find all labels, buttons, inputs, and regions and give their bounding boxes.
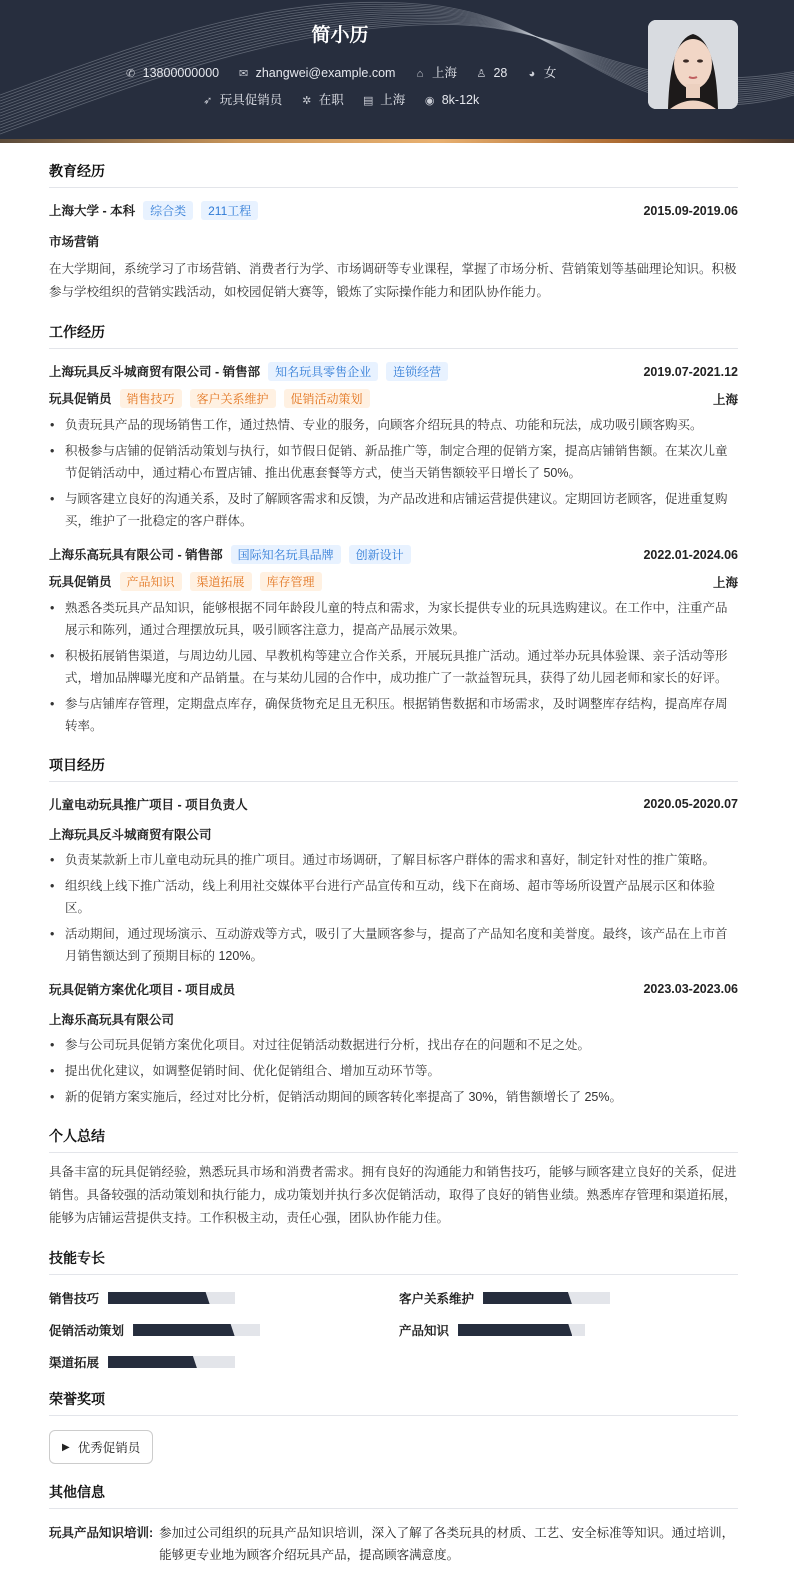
phone: 13800000000 [142, 66, 220, 80]
education-description: 在大学期间，系统学习了市场营销、消费者行为学、市场调研等专业课程，掌握了市场分析、营销策划等基础理论知识。积极参与学校组织的营销实践活动，如校园促销大赛等，锻炼了实际操作能力和团队协作能力。 [49, 262, 737, 299]
skill-item [399, 1321, 699, 1339]
bullet-list [49, 1034, 738, 1108]
gender-icon: ◕ [528, 68, 536, 80]
work-date: 2019.07-2021.12 [643, 364, 738, 379]
skill-name: 渠道拓展 [49, 1356, 100, 1370]
home-icon: ⌂ [416, 68, 424, 80]
project-entry-header [49, 795, 738, 813]
phone-icon: ✆ [126, 68, 136, 80]
skill-name: 销售技巧 [49, 1292, 100, 1306]
major: 市场营销 [49, 235, 100, 249]
other-section-title: 其他信息 [49, 1482, 738, 1509]
company-name: 上海乐高玩具有限公司 - 销售部 [49, 548, 223, 562]
skill-bar [133, 1324, 260, 1336]
skill-bar-fill [108, 1356, 197, 1368]
skill-item [49, 1289, 399, 1307]
header-stripe [0, 139, 794, 143]
bullet-item: • 积极参与店铺的促销活动策划与执行，如节假日促销、新品推广等，制定合理的促销方案，提高店铺销售额。在某次儿童节促销活动中，通过精心布置店铺、推出优惠套餐等方式，使当天销售额较平日增长了 50%。 [49, 440, 738, 484]
company-tag: 连锁经营 [386, 362, 448, 381]
resume-header [0, 0, 794, 139]
work-city: 上海 [712, 392, 738, 407]
project-name: 玩具促销方案优化项目 - 项目成员 [49, 983, 236, 997]
skill-name: 客户关系维护 [399, 1292, 475, 1306]
building-icon: ▤ [363, 95, 374, 107]
other-info-item [49, 1522, 738, 1566]
bullet-item: • 与顾客建立良好的沟通关系，及时了解顾客需求和反馈，为产品改进和店铺运营提供建议。定期回访老顾客，促进重复购买，维护了一批稳定的客户群体。 [49, 488, 738, 532]
project-organization: 上海乐高玩具有限公司 [49, 1013, 175, 1027]
play-icon: ▶ [62, 1441, 70, 1453]
skill-bar-fill [108, 1292, 210, 1304]
role-left [49, 389, 370, 408]
cake-icon: ♙ [476, 68, 487, 80]
project-date: 2020.05-2020.07 [643, 797, 738, 811]
email[interactable]: zhangwei@example.com [255, 66, 396, 80]
awards-section-title: 荣誉奖项 [49, 1389, 738, 1416]
resume-body [0, 161, 794, 1566]
work-city: 上海 [712, 575, 738, 590]
bullet-list [49, 597, 738, 737]
skill-bar [108, 1356, 235, 1368]
job-title: 玩具促销员 [219, 93, 283, 107]
bullet-item: • 活动期间，通过现场演示、互动游戏等方式，吸引了大量顾客参与，提高了产品知名度和美誉度。最终，该产品在上市首月销售额达到了预期目标的 120%。 [49, 923, 738, 967]
project-entry-header [49, 980, 738, 998]
company-tag: 国际知名玩具品牌 [231, 545, 341, 564]
skill-tag: 促销活动策划 [284, 389, 370, 408]
school-name: 上海大学 - 本科 [49, 204, 136, 218]
location: 上海 [431, 66, 457, 80]
education-left [49, 201, 258, 220]
company-name: 上海玩具反斗城商贸有限公司 - 销售部 [49, 365, 261, 379]
education-date: 2015.09-2019.06 [643, 203, 738, 218]
project-name: 儿童电动玩具推广项目 - 项目负责人 [49, 798, 248, 812]
work-entry-header [49, 362, 738, 381]
award-name: 优秀促销员 [77, 1441, 141, 1455]
skill-tag: 渠道拓展 [190, 572, 252, 591]
skill-bar [108, 1292, 235, 1304]
work-left [49, 545, 411, 564]
bullet-item: • 参与公司玩具促销方案优化项目。对过往促销活动数据进行分析，找出存在的问题和不足之处。 [49, 1034, 738, 1056]
role-left [49, 572, 322, 591]
skill-tag: 库存管理 [260, 572, 322, 591]
skill-name: 促销活动策划 [49, 1324, 125, 1338]
bullet-list [49, 414, 738, 532]
salary-icon: ◉ [424, 95, 435, 107]
project-organization: 上海玩具反斗城商贸有限公司 [49, 828, 212, 842]
skill-tag: 客户关系维护 [190, 389, 276, 408]
bullet-item: • 参与店铺库存管理，定期盘点库存，确保货物充足且无积压。根据销售数据和市场需求，及时调整库存结构，提高库存周转率。 [49, 693, 738, 737]
job-status: 在职 [318, 93, 344, 107]
bullet-item: • 提出优化建议，如调整促销时间、优化促销组合、增加互动环节等。 [49, 1060, 738, 1082]
gender: 女 [543, 66, 557, 80]
skill-name: 产品知识 [399, 1324, 450, 1338]
avatar [648, 20, 738, 109]
skills-grid [49, 1289, 738, 1371]
bullet-item: • 组织线上线下推广活动，线上利用社交媒体平台进行产品宣传和互动，线下在商场、超市等场所设置产品展示区和体验区。 [49, 875, 738, 919]
award-item[interactable] [49, 1430, 153, 1464]
school-tag: 211工程 [201, 201, 258, 220]
education-section-title: 教育经历 [49, 161, 738, 188]
bullet-item: • 熟悉各类玩具产品知识，能够根据不同年龄段儿童的特点和需求，为家长提供专业的玩具选购建议。在工作中，注重产品展示和陈列，通过合理摆放玩具，吸引顾客注意力，提高产品展示效果。 [49, 597, 738, 641]
skill-bar [483, 1292, 610, 1304]
company-tag: 创新设计 [349, 545, 411, 564]
project-date: 2023.03-2023.06 [643, 982, 738, 996]
work-role-row [49, 572, 738, 591]
age: 28 [493, 66, 508, 80]
school-tag: 综合类 [143, 201, 193, 220]
skill-bar-fill [133, 1324, 235, 1336]
work-entry-header [49, 545, 738, 564]
skills-section-title: 技能专长 [49, 1248, 738, 1275]
bullet-list [49, 849, 738, 967]
summary-section-title: 个人总结 [49, 1126, 738, 1153]
job-city: 上海 [380, 93, 406, 107]
work-date: 2022.01-2024.06 [643, 547, 738, 562]
education-entry-header [49, 201, 738, 220]
bullet-item: • 新的促销方案实施后，经过对比分析，促销活动期间的顾客转化率提高了 30%，销售额增长了 25%。 [49, 1086, 738, 1108]
skill-tag: 销售技巧 [120, 389, 182, 408]
skill-item [49, 1353, 399, 1371]
role-title: 玩具促销员 [49, 575, 112, 589]
skill-bar [458, 1324, 585, 1336]
skill-tag: 产品知识 [120, 572, 182, 591]
projects-section-title: 项目经历 [49, 755, 738, 782]
work-role-row [49, 389, 738, 408]
mail-icon: ✉ [239, 68, 249, 80]
work-section-title: 工作经历 [49, 322, 738, 349]
status-icon: ✲ [302, 95, 312, 107]
salary: 8k-12k [441, 93, 480, 107]
contact-row [0, 63, 680, 81]
other-info-key: 玩具产品知识培训: [49, 1526, 154, 1540]
summary-text: 具备丰富的玩具促销经验，熟悉玩具市场和消费者需求。拥有良好的沟通能力和销售技巧，能够与顾客建立良好的关系，促进销售。具备较强的活动策划和执行能力，成功策划并执行多次促销活动，取得了良好的销售业绩。熟悉库存管理和渠道拓展，能够为店铺运营提供支持。工作积极主动，责任心强，团队协作能力佳。 [49, 1165, 737, 1225]
work-left [49, 362, 448, 381]
skill-bar-fill [458, 1324, 572, 1336]
role-title: 玩具促销员 [49, 392, 112, 406]
bullet-item: • 负责某款新上市儿童电动玩具的推广项目。通过市场调研，了解目标客户群体的需求和喜好，制定针对性的推广策略。 [49, 849, 738, 871]
other-info-value: 参加过公司组织的玩具产品知识培训，深入了解了各类玩具的材质、工艺、安全标准等知识。通过培训，能够更专业地为顾客介绍玩具产品，提高顾客满意度。 [159, 1526, 735, 1562]
bullet-item: • 负责玩具产品的现场销售工作，通过热情、专业的服务，向顾客介绍玩具的特点、功能和玩法，成功吸引顾客购买。 [49, 414, 738, 436]
bullet-item: • 积极拓展销售渠道，与周边幼儿园、早教机构等建立合作关系，开展玩具推广活动。通过举办玩具体验课、亲子活动等形式，增加品牌曝光度和产品销量。在与某幼儿园的合作中，成功推广了一款益智玩具，获得了幼儿园老师和家长的好评。 [49, 645, 738, 689]
send-icon: ➶ [203, 95, 213, 107]
skill-item [399, 1289, 699, 1307]
skill-bar-fill [483, 1292, 572, 1304]
candidate-name: 简小历 [311, 25, 369, 46]
job-row [0, 90, 680, 108]
skill-item [49, 1321, 399, 1339]
company-tag: 知名玩具零售企业 [268, 362, 378, 381]
